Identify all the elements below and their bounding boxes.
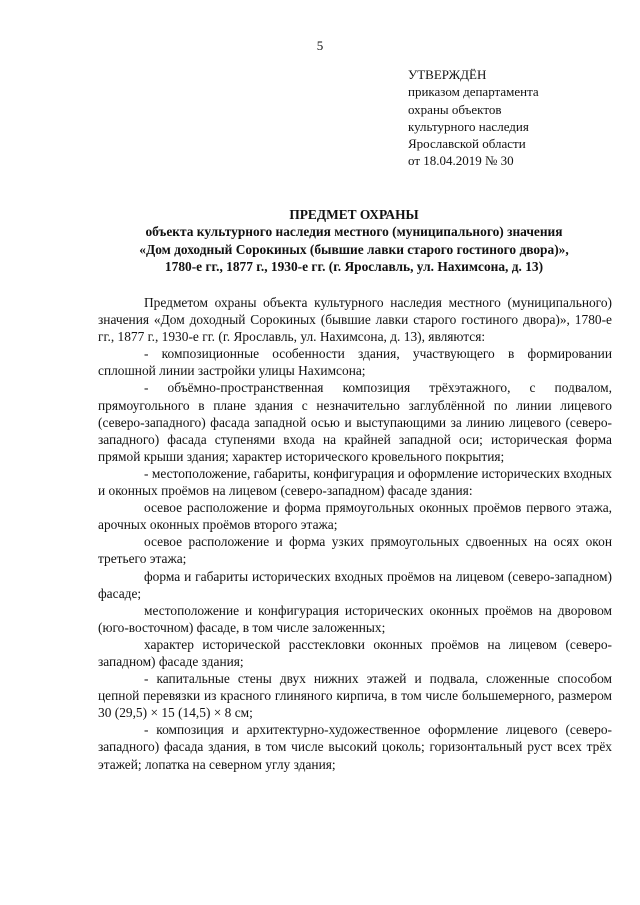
document-body [98,294,612,773]
body-paragraph: осевое расположение и форма узких прямоугольных сдвоенных на осях окон третьего этажа; [98,534,612,567]
document-heading [98,206,610,275]
approval-line: приказом департамента [408,84,539,100]
approval-block [408,66,628,170]
body-paragraph: - местоположение, габариты, конфигурация и оформление исторических входных и оконных проёмов на лицевом (северо-западном) фасаде здания: [98,465,612,499]
approval-title: УТВЕРЖДЁН [408,67,487,82]
body-paragraph: - капитальные стены двух нижних этажей и подвала, сложенные способом цепной перевязки из красного глиняного кирпича, в том числе большемерного, размером 30 (29,5) × 15 (14,5) × 8 см; [98,671,612,721]
body-paragraph: местоположение и конфигурация исторических оконных проёмов на дворовом (юго-восточном) фасаде, в том числе заложенных; [98,602,612,635]
body-paragraph: - композиция и архитектурно-художественное оформление лицевого (северо-западного) фасада здания, в том числе высокий цоколь; горизонтальный руст всех трёх этажей; лопатка на северном углу здания; [98,722,612,772]
approval-line: Ярославской области [408,136,526,152]
body-paragraph: осевое расположение и форма прямоугольных оконных проёмов первого этажа, арочных оконных проёмов второго этажа; [98,500,612,533]
body-paragraph: - композиционные особенности здания, участвующего в формировании сплошной линии застройки улицы Нахимсона; [98,346,612,379]
approval-date-line: от 18.04.2019 № 30 [408,153,514,169]
approval-line: культурного наследия [408,118,529,134]
body-paragraph: форма и габариты исторических входных проёмов на лицевом (северо-западном) фасаде; [98,568,612,601]
body-paragraph: Предметом охраны объекта культурного наследия местного (муниципального) значения «Дом доходный Сорокиных (бывшие лавки старого гостиного двора)», 1780-е гг., 1877 г., 1930-е гг. (г. Ярославль, ул. Нахимсона, д. 13), являются: [98,295,612,345]
page-number: 5 [316,38,324,53]
approval-line: охраны объектов [408,101,502,117]
heading-subtitle-line: 1780-е гг., 1877 г., 1930-е гг. (г. Ярославль, ул. Нахимсона, д. 13) [164,258,544,274]
body-paragraph: характер исторической расстекловки оконных проёмов на лицевом (северо-западном) фасаде здания; [98,636,612,669]
heading-subtitle-line: объекта культурного наследия местного (муниципального) значения [145,224,563,240]
heading-subtitle-line: «Дом доходный Сорокиных (бывшие лавки старого гостиного двора)», [139,241,569,257]
body-paragraph: - объёмно-пространственная композиция трёхэтажного, с подвалом, прямоугольного в плане здания с незначительно заглублённой по линии лицевого (северо-западного) фасада западной осью и выступающими за линию лицевого (северо-западного) фасада ступенями входа на крайней западной оси; историческая форма прямой крыши здания; характер исторического кровельного покрытия; [98,380,612,464]
document-title: ПРЕДМЕТ ОХРАНЫ [289,207,419,222]
